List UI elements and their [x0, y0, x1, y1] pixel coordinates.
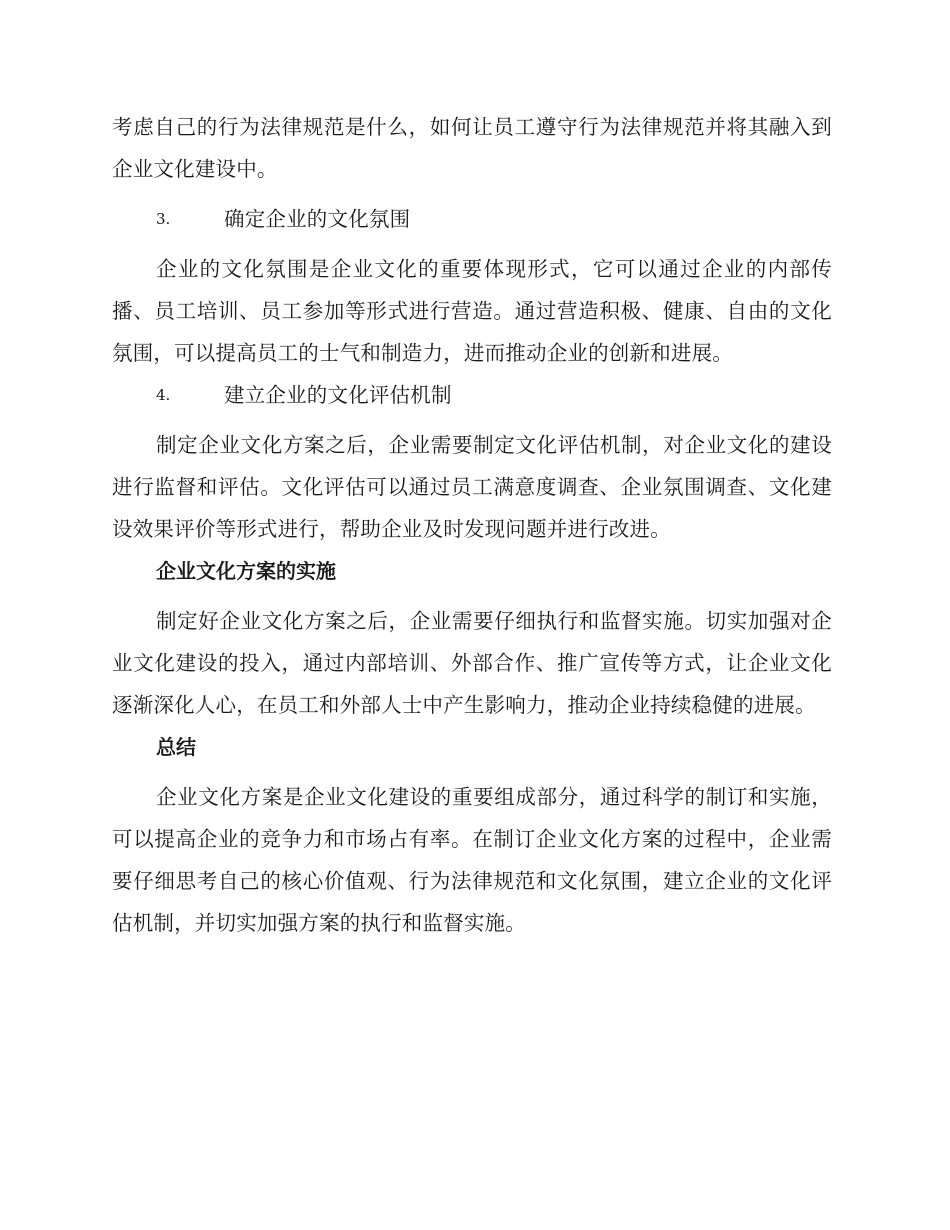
section-heading-implementation: 企业文化方案的实施	[156, 559, 336, 583]
item-title: 建立企业的文化评估机制	[224, 383, 452, 407]
item-title: 确定企业的文化氛围	[224, 207, 411, 231]
document-body	[112, 106, 832, 944]
item-number: 4.	[156, 386, 171, 404]
numbered-item-3	[112, 198, 832, 240]
paragraph-culture-atmosphere: 企业的文化氛围是企业文化的重要体现形式，它可以通过企业的内部传播、员工培训、员工参加等形式进行营造。通过营造积极、健康、自由的文化氛围，可以提高员工的士气和制造力，进而推动企业的创新和进展。	[112, 257, 832, 365]
paragraph-implementation: 制定好企业文化方案之后，企业需要仔细执行和监督实施。切实加强对企业文化建设的投入，通过内部培训、外部合作、推广宣传等方式，让企业文化逐渐深化人心，在员工和外部人士中产生影响力，推动企业持续稳健的进展。	[112, 609, 832, 717]
paragraph-summary: 企业文化方案是企业文化建设的重要组成部分，通过科学的制订和实施，可以提高企业的竞争力和市场占有率。在制订企业文化方案的过程中，企业需要仔细思考自己的核心价值观、行为法律规范和文化氛围，建立企业的文化评估机制，并切实加强方案的执行和监督实施。	[112, 785, 832, 935]
section-heading-summary: 总结	[156, 735, 196, 759]
numbered-item-4	[112, 374, 832, 416]
paragraph-evaluation-mechanism: 制定企业文化方案之后，企业需要制定文化评估机制，对企业文化的建设进行监督和评估。文化评估可以通过员工满意度调查、企业氛围调查、文化建设效果评价等形式进行，帮助企业及时发现问题并进行改进。	[112, 433, 832, 541]
item-number: 3.	[156, 210, 171, 228]
paragraph-continuation: 考虑自己的行为法律规范是什么，如何让员工遵守行为法律规范并将其融入到企业文化建设中。	[112, 115, 832, 181]
